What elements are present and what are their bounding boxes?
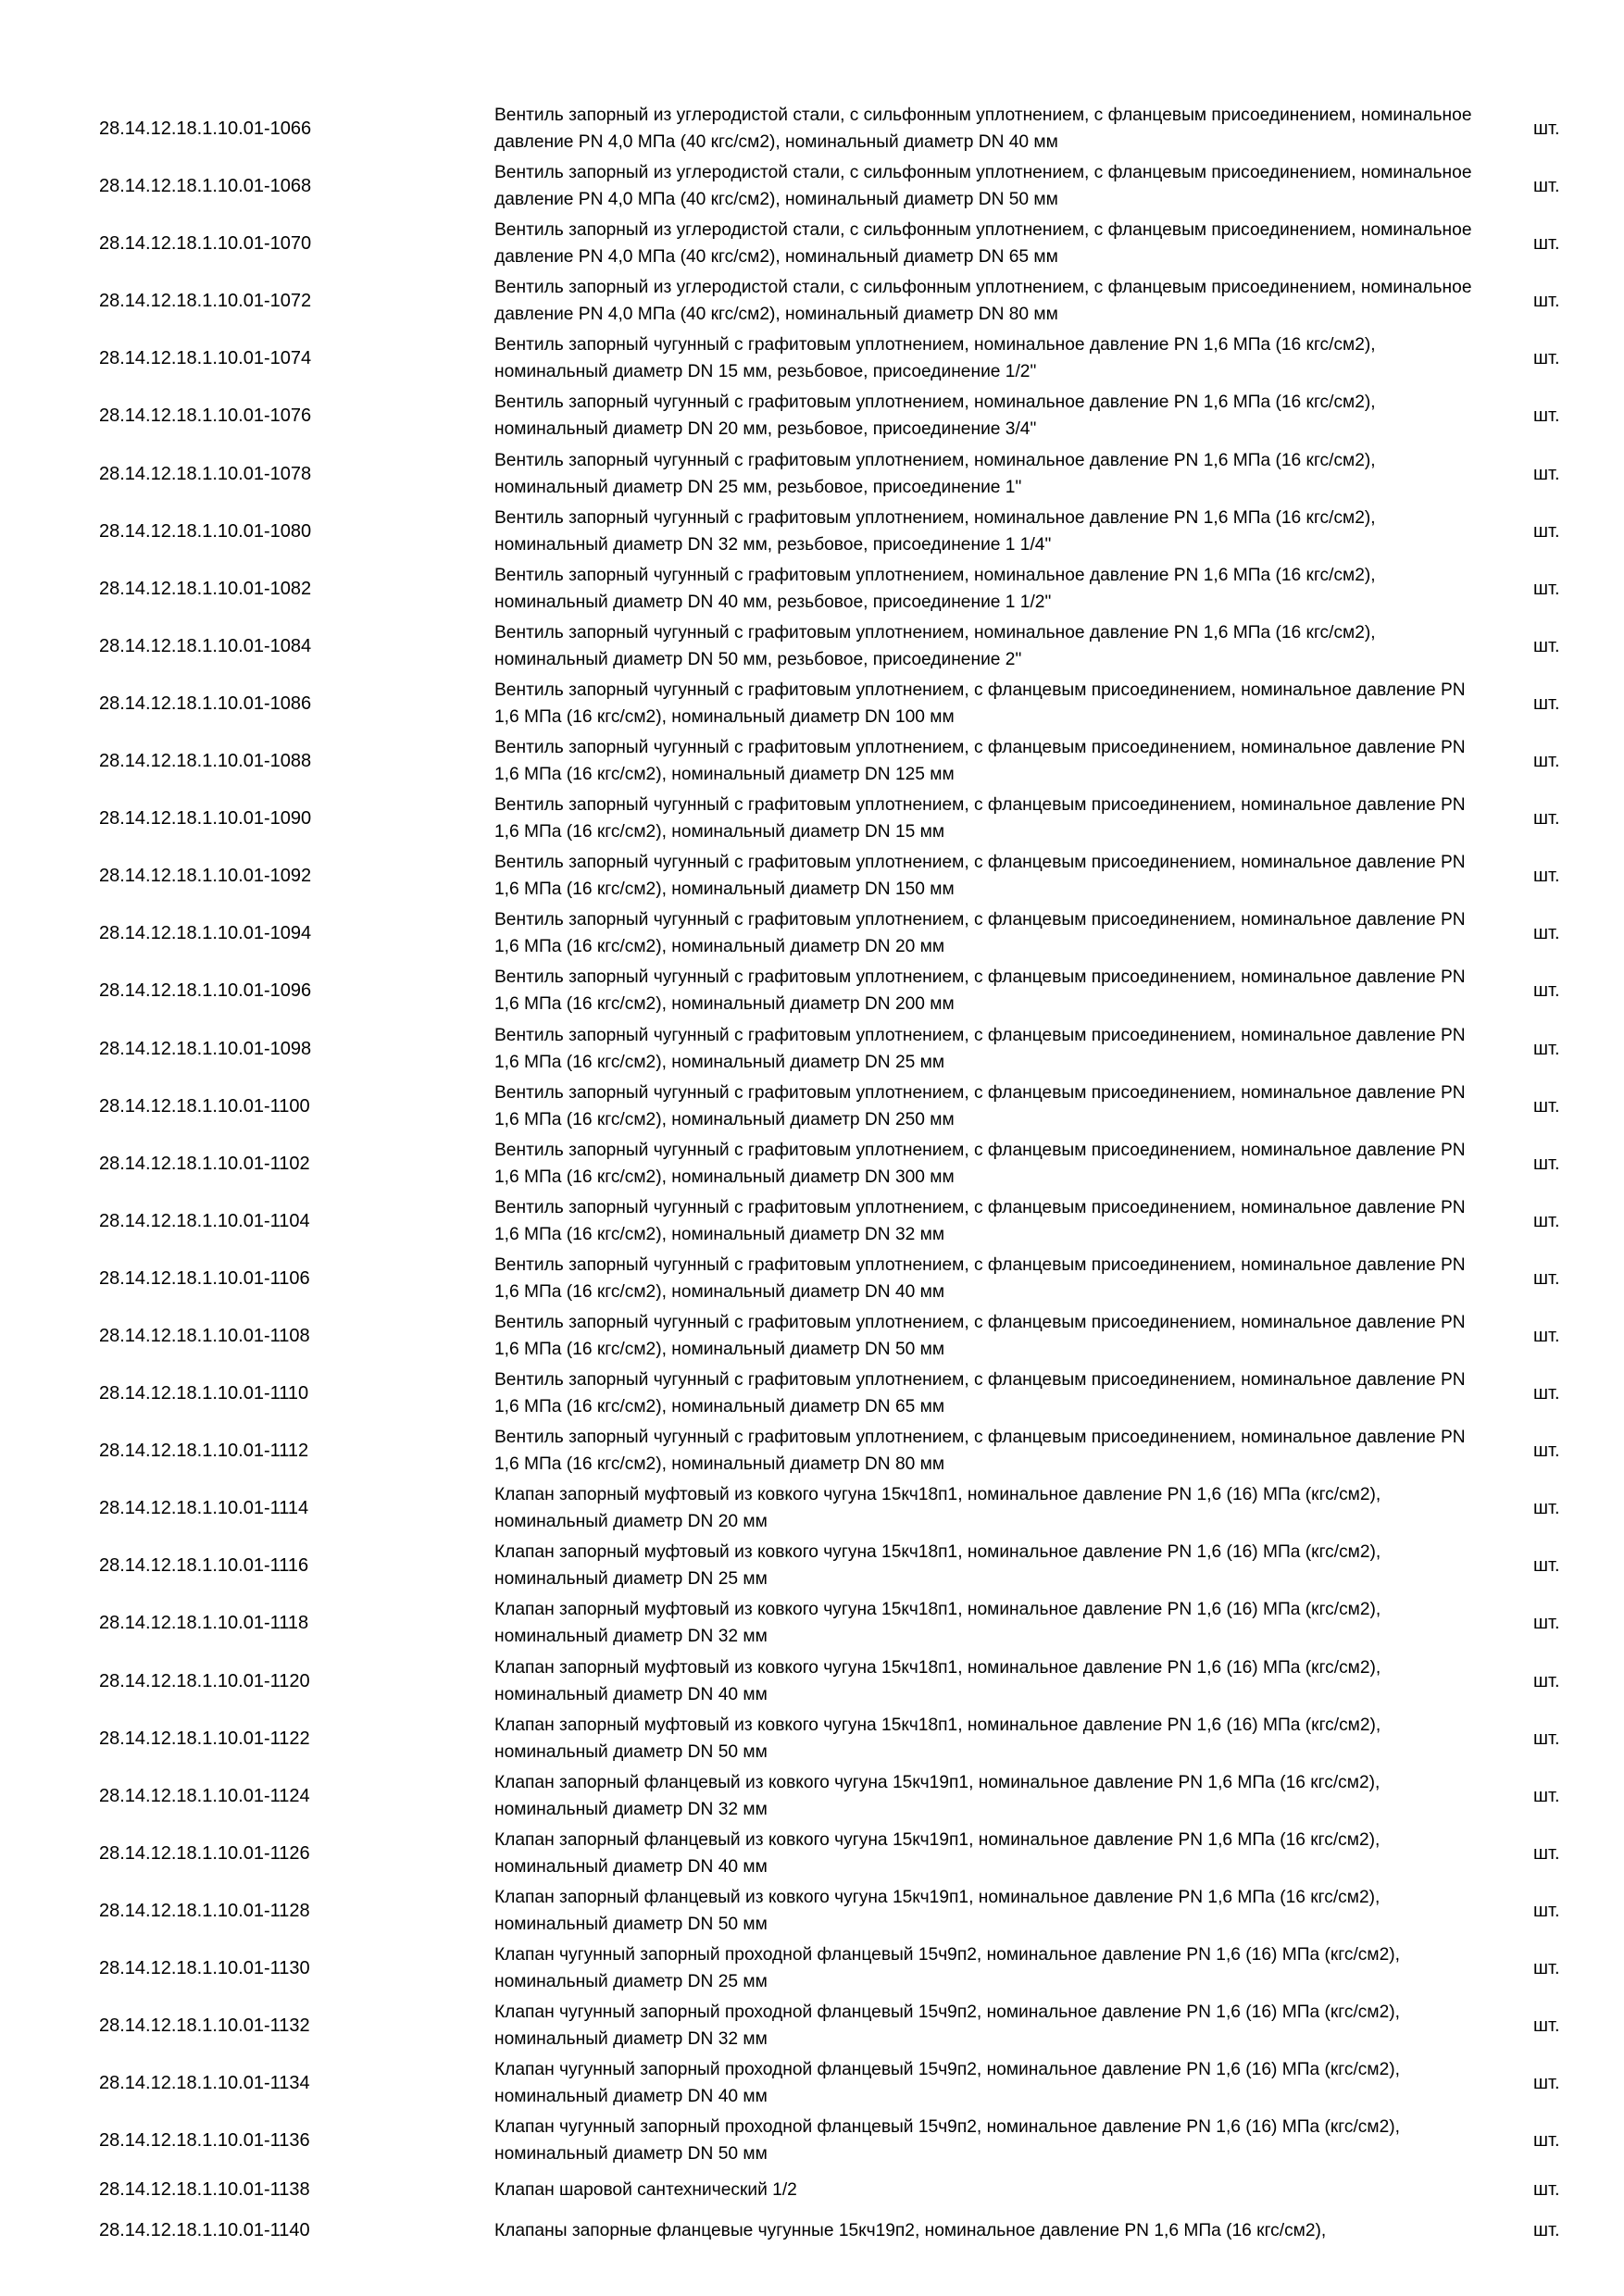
resource-description — [494, 1422, 1476, 1479]
resource-description-text: Вентиль запорный чугунный с графитовым уплотнением, с фланцевым присоединением, номинальное давление PN 1,6 МПа (16 кгс/см2), номинальный диаметр DN 25 мм — [494, 1025, 1466, 1072]
resource-code: 28.14.12.18.1.10.01-1124 — [99, 1785, 310, 1806]
resource-code: 28.14.12.18.1.10.01-1100 — [99, 1095, 310, 1117]
resource-unit: шт. — [1533, 1728, 1560, 1749]
resource-code: 28.14.12.18.1.10.01-1112 — [99, 1441, 309, 1462]
resource-unit: шт. — [1533, 2220, 1560, 2241]
resource-unit: шт. — [1533, 1383, 1560, 1404]
resource-unit: шт. — [1533, 1210, 1560, 1231]
resource-description — [494, 1537, 1476, 1594]
resource-code: 28.14.12.18.1.10.01-1108 — [99, 1325, 310, 1346]
table-row — [0, 1537, 1624, 1594]
resource-code: 28.14.12.18.1.10.01-1078 — [99, 463, 312, 484]
resource-description-text: Вентиль запорный из углеродистой стали, с сильфонным уплотнением, с фланцевым присоединением, номинальное давление PN 4,0 МПа (40 кгс/см2), номинальный диаметр DN 50 мм — [494, 163, 1472, 210]
table-row — [0, 1594, 1624, 1652]
resource-description-text: Вентиль запорный из углеродистой стали, с сильфонным уплотнением, с фланцевым присоединением, номинальное давление PN 4,0 МПа (40 кгс/см2), номинальный диаметр DN 65 мм — [494, 220, 1472, 268]
resource-code: 28.14.12.18.1.10.01-1130 — [99, 1958, 310, 1978]
resource-unit: шт. — [1533, 1325, 1560, 1346]
resource-code: 28.14.12.18.1.10.01-1132 — [99, 2015, 310, 2037]
table-row — [0, 1479, 1624, 1537]
resource-unit: шт. — [1533, 119, 1560, 139]
table-row — [0, 1020, 1624, 1078]
resource-description-text: Вентиль запорный чугунный с графитовым уплотнением, с фланцевым присоединением, номинальное давление PN 1,6 МПа (16 кгс/см2), номинальный диаметр DN 300 мм — [494, 1140, 1466, 1187]
resource-description — [494, 1020, 1476, 1078]
resource-code: 28.14.12.18.1.10.01-1128 — [99, 1900, 310, 1921]
table-row — [0, 1882, 1624, 1940]
resource-description-text: Вентиль запорный чугунный с графитовым уплотнением, с фланцевым присоединением, номинальное давление PN 1,6 МПа (16 кгс/см2), номинальный диаметр DN 50 мм — [494, 1312, 1466, 1359]
resource-description-text: Клапан чугунный запорный проходной фланцевый 15ч9п2, номинальное давление PN 1,6 (16) МПа (кгс/см2), номинальный диаметр DN 25 мм — [494, 1945, 1400, 1991]
resource-description — [494, 618, 1476, 675]
table-row — [0, 1365, 1624, 1422]
resource-unit: шт. — [1533, 1555, 1560, 1577]
resource-description-text: Вентиль запорный чугунный с графитовым уплотнением, номинальное давление PN 1,6 МПа (16 кгс/см2), номинальный диаметр DN 40 мм, резьбовое, присоединение 1 1/2" — [494, 565, 1376, 612]
resource-description-text: Вентиль запорный чугунный с графитовым уплотнением, с фланцевым присоединением, номинальное давление PN 1,6 МПа (16 кгс/см2), номинальный диаметр DN 80 мм — [494, 1428, 1466, 1475]
resource-description — [494, 100, 1476, 157]
resource-unit: шт. — [1533, 2179, 1560, 2201]
resource-code: 28.14.12.18.1.10.01-1126 — [99, 1842, 310, 1864]
resource-code: 28.14.12.18.1.10.01-1134 — [99, 2073, 310, 2094]
resource-description-text: Клапан запорный муфтовый из ковкого чугуна 15кч18п1, номинальное давление PN 1,6 (16) МПа (кгс/см2), номинальный диаметр DN 50 мм — [494, 1715, 1381, 1762]
table-row — [0, 100, 1624, 157]
resource-description-text: Клапан запорный фланцевый из ковкого чугуна 15кч19п1, номинальное давление PN 1,6 МПа (16 кгс/см2), номинальный диаметр DN 50 мм — [494, 1887, 1380, 1934]
resource-code: 28.14.12.18.1.10.01-1084 — [99, 635, 312, 656]
resource-description — [494, 1479, 1476, 1537]
resource-table — [0, 100, 1624, 2251]
resource-code: 28.14.12.18.1.10.01-1138 — [99, 2179, 310, 2201]
resource-description-text: Вентиль запорный чугунный с графитовым уплотнением, с фланцевым присоединением, номинальное давление PN 1,6 МПа (16 кгс/см2), номинальный диаметр DN 125 мм — [494, 738, 1466, 785]
resource-unit: шт. — [1533, 578, 1560, 599]
resource-description-text: Клапан запорный муфтовый из ковкого чугуна 15кч18п1, номинальное давление PN 1,6 (16) МПа (кгс/см2), номинальный диаметр DN 32 мм — [494, 1600, 1381, 1647]
resource-unit: шт. — [1533, 1498, 1560, 1519]
resource-description — [494, 790, 1476, 847]
resource-description-text: Вентиль запорный чугунный с графитовым уплотнением, номинальное давление PN 1,6 МПа (16 кгс/см2), номинальный диаметр DN 15 мм, резьбовое, присоединение 1/2" — [494, 335, 1376, 382]
resource-description-text: Клапан запорный муфтовый из ковкого чугуна 15кч18п1, номинальное давление PN 1,6 (16) МПа (кгс/см2), номинальный диаметр DN 20 мм — [494, 1485, 1381, 1532]
resource-unit: шт. — [1533, 1441, 1560, 1462]
resource-unit: шт. — [1533, 291, 1560, 312]
resource-description — [494, 905, 1476, 962]
resource-description-text: Клапан запорный муфтовый из ковкого чугуна 15кч18п1, номинальное давление PN 1,6 (16) МПа (кгс/см2), номинальный диаметр DN 25 мм — [494, 1542, 1381, 1590]
resource-code: 28.14.12.18.1.10.01-1082 — [99, 578, 312, 599]
resource-unit: шт. — [1533, 751, 1560, 772]
resource-unit: шт. — [1533, 1670, 1560, 1691]
resource-code: 28.14.12.18.1.10.01-1092 — [99, 866, 312, 887]
resource-unit: шт. — [1533, 520, 1560, 542]
resource-description-text: Клапан шаровой сантехнический 1/2 — [494, 2179, 797, 2200]
resource-unit: шт. — [1533, 1842, 1560, 1864]
table-row — [0, 847, 1624, 905]
resource-description-text: Клапан запорный фланцевый из ковкого чугуна 15кч19п1, номинальное давление PN 1,6 МПа (16 кгс/см2), номинальный диаметр DN 32 мм — [494, 1772, 1380, 1819]
resource-description — [494, 1135, 1476, 1192]
table-row — [0, 1078, 1624, 1135]
resource-unit: шт. — [1533, 406, 1560, 427]
table-row — [0, 1997, 1624, 2054]
resource-description-text: Вентиль запорный чугунный с графитовым уплотнением, с фланцевым присоединением, номинальное давление PN 1,6 МПа (16 кгс/см2), номинальный диаметр DN 150 мм — [494, 853, 1466, 900]
resource-description — [494, 560, 1476, 618]
resource-unit: шт. — [1533, 1900, 1560, 1921]
resource-description-text: Вентиль запорный чугунный с графитовым уплотнением, с фланцевым присоединением, номинальное давление PN 1,6 МПа (16 кгс/см2), номинальный диаметр DN 32 мм — [494, 1197, 1466, 1244]
resource-description-text: Вентиль запорный чугунный с графитовым уплотнением, номинальное давление PN 1,6 МПа (16 кгс/см2), номинальный диаметр DN 32 мм, резьбовое, присоединение 1 1/4" — [494, 507, 1376, 555]
resource-code: 28.14.12.18.1.10.01-1114 — [99, 1498, 309, 1519]
resource-description — [494, 157, 1476, 215]
resource-unit: шт. — [1533, 2015, 1560, 2037]
resource-code: 28.14.12.18.1.10.01-1104 — [99, 1210, 310, 1231]
resource-description-text: Клапан запорный фланцевый из ковкого чугуна 15кч19п1, номинальное давление PN 1,6 МПа (16 кгс/см2), номинальный диаметр DN 40 мм — [494, 1829, 1380, 1877]
resource-code: 28.14.12.18.1.10.01-1122 — [99, 1728, 310, 1749]
resource-unit: шт. — [1533, 233, 1560, 255]
resource-description — [494, 2169, 1476, 2210]
resource-code: 28.14.12.18.1.10.01-1086 — [99, 693, 312, 714]
resource-description-text: Вентиль запорный чугунный с графитовым уплотнением, номинальное давление PN 1,6 МПа (16 кгс/см2), номинальный диаметр DN 25 мм, резьбовое, присоединение 1" — [494, 450, 1376, 497]
table-row — [0, 1825, 1624, 1882]
resource-code: 28.14.12.18.1.10.01-1076 — [99, 406, 312, 427]
table-row — [0, 560, 1624, 618]
resource-description — [494, 1997, 1476, 2054]
table-row — [0, 1422, 1624, 1479]
resource-description — [494, 1710, 1476, 1767]
resource-code: 28.14.12.18.1.10.01-1090 — [99, 808, 312, 830]
table-row — [0, 445, 1624, 503]
resource-description — [494, 1940, 1476, 1997]
resource-unit: шт. — [1533, 463, 1560, 484]
resource-description — [494, 387, 1476, 444]
resource-description — [494, 272, 1476, 330]
resource-code: 28.14.12.18.1.10.01-1096 — [99, 980, 312, 1002]
resource-description — [494, 503, 1476, 560]
resource-description — [494, 1594, 1476, 1652]
resource-unit: шт. — [1533, 1958, 1560, 1978]
resource-description — [494, 330, 1476, 387]
table-row — [0, 387, 1624, 444]
table-row — [0, 1940, 1624, 1997]
table-row — [0, 2112, 1624, 2169]
table-row — [0, 1135, 1624, 1192]
resource-description-text: Вентиль запорный чугунный с графитовым уплотнением, с фланцевым присоединением, номинальное давление PN 1,6 МПа (16 кгс/см2), номинальный диаметр DN 15 мм — [494, 795, 1466, 842]
resource-unit: шт. — [1533, 1267, 1560, 1289]
resource-description-text: Клапан запорный муфтовый из ковкого чугуна 15кч18п1, номинальное давление PN 1,6 (16) МПа (кгс/см2), номинальный диаметр DN 40 мм — [494, 1657, 1381, 1704]
resource-unit: шт. — [1533, 980, 1560, 1002]
resource-code: 28.14.12.18.1.10.01-1106 — [99, 1267, 310, 1289]
table-row — [0, 157, 1624, 215]
table-row — [0, 732, 1624, 790]
table-row — [0, 618, 1624, 675]
resource-description — [494, 215, 1476, 272]
resource-description-text: Клапан чугунный запорный проходной фланцевый 15ч9п2, номинальное давление PN 1,6 (16) МПа (кгс/см2), номинальный диаметр DN 50 мм — [494, 2117, 1400, 2165]
resource-code: 28.14.12.18.1.10.01-1098 — [99, 1038, 312, 1059]
resource-code: 28.14.12.18.1.10.01-1070 — [99, 233, 312, 255]
resource-description — [494, 2054, 1476, 2112]
resource-description-text: Вентиль запорный чугунный с графитовым уплотнением, с фланцевым присоединением, номинальное давление PN 1,6 МПа (16 кгс/см2), номинальный диаметр DN 65 мм — [494, 1370, 1466, 1417]
resource-code: 28.14.12.18.1.10.01-1140 — [99, 2220, 310, 2241]
resource-unit: шт. — [1533, 1613, 1560, 1634]
table-row — [0, 2210, 1624, 2251]
resource-unit: шт. — [1533, 176, 1560, 197]
resource-code: 28.14.12.18.1.10.01-1074 — [99, 348, 312, 369]
resource-code: 28.14.12.18.1.10.01-1118 — [99, 1613, 309, 1634]
resource-unit: шт. — [1533, 1153, 1560, 1174]
table-row — [0, 1307, 1624, 1365]
resource-description — [494, 1653, 1476, 1710]
resource-description — [494, 847, 1476, 905]
resource-unit: шт. — [1533, 635, 1560, 656]
resource-description-text: Вентиль запорный чугунный с графитовым уплотнением, с фланцевым присоединением, номинальное давление PN 1,6 МПа (16 кгс/см2), номинальный диаметр DN 250 мм — [494, 1082, 1466, 1129]
resource-description — [494, 1365, 1476, 1422]
table-row — [0, 1250, 1624, 1307]
resource-description — [494, 1882, 1476, 1940]
table-row — [0, 2054, 1624, 2112]
table-row — [0, 503, 1624, 560]
resource-description — [494, 732, 1476, 790]
table-row — [0, 905, 1624, 962]
resource-unit: шт. — [1533, 923, 1560, 944]
resource-code: 28.14.12.18.1.10.01-1120 — [99, 1670, 310, 1691]
resource-unit: шт. — [1533, 2073, 1560, 2094]
resource-unit: шт. — [1533, 808, 1560, 830]
resource-code: 28.14.12.18.1.10.01-1110 — [99, 1383, 309, 1404]
resource-description-text: Вентиль запорный чугунный с графитовым уплотнением, с фланцевым присоединением, номинальное давление PN 1,6 МПа (16 кгс/см2), номинальный диаметр DN 20 мм — [494, 910, 1466, 957]
resource-description-text: Вентиль запорный чугунный с графитовым уплотнением, с фланцевым присоединением, номинальное давление PN 1,6 МПа (16 кгс/см2), номинальный диаметр DN 100 мм — [494, 680, 1466, 727]
table-row — [0, 790, 1624, 847]
table-row — [0, 962, 1624, 1019]
resource-description-text: Вентиль запорный чугунный с графитовым уплотнением, номинальное давление PN 1,6 МПа (16 кгс/см2), номинальный диаметр DN 50 мм, резьбовое, присоединение 2" — [494, 622, 1376, 669]
resource-unit: шт. — [1533, 1785, 1560, 1806]
table-row — [0, 272, 1624, 330]
resource-description — [494, 1192, 1476, 1250]
resource-code: 28.14.12.18.1.10.01-1102 — [99, 1153, 310, 1174]
table-row — [0, 1653, 1624, 1710]
resource-description — [494, 445, 1476, 503]
resource-description — [494, 2210, 1476, 2251]
resource-description — [494, 1250, 1476, 1307]
resource-description-text: Клапан чугунный запорный проходной фланцевый 15ч9п2, номинальное давление PN 1,6 (16) МПа (кгс/см2), номинальный диаметр DN 40 мм — [494, 2060, 1400, 2107]
resource-description — [494, 1825, 1476, 1882]
table-row — [0, 215, 1624, 272]
resource-code: 28.14.12.18.1.10.01-1136 — [99, 2130, 310, 2152]
table-row — [0, 330, 1624, 387]
table-row — [0, 1767, 1624, 1825]
resource-description-text: Вентиль запорный из углеродистой стали, с сильфонным уплотнением, с фланцевым присоединением, номинальное давление PN 4,0 МПа (40 кгс/см2), номинальный диаметр DN 40 мм — [494, 106, 1472, 152]
table-row — [0, 1710, 1624, 1767]
resource-description — [494, 962, 1476, 1019]
resource-description — [494, 1767, 1476, 1825]
resource-code: 28.14.12.18.1.10.01-1072 — [99, 291, 312, 312]
table-row — [0, 2169, 1624, 2210]
resource-unit: шт. — [1533, 1038, 1560, 1059]
resource-description-text: Вентиль запорный чугунный с графитовым уплотнением, номинальное давление PN 1,6 МПа (16 кгс/см2), номинальный диаметр DN 20 мм, резьбовое, присоединение 3/4" — [494, 393, 1376, 440]
resource-code: 28.14.12.18.1.10.01-1094 — [99, 923, 312, 944]
resource-unit: шт. — [1533, 1095, 1560, 1117]
resource-description — [494, 1078, 1476, 1135]
resource-description-text: Клапаны запорные фланцевые чугунные 15кч19п2, номинальное давление PN 1,6 МПа (16 кгс/см2), — [494, 2220, 1327, 2240]
resource-description — [494, 1307, 1476, 1365]
resource-code: 28.14.12.18.1.10.01-1080 — [99, 520, 312, 542]
resource-description-text: Клапан чугунный запорный проходной фланцевый 15ч9п2, номинальное давление PN 1,6 (16) МПа (кгс/см2), номинальный диаметр DN 32 мм — [494, 2003, 1400, 2050]
resource-description-text: Вентиль запорный чугунный с графитовым уплотнением, с фланцевым присоединением, номинальное давление PN 1,6 МПа (16 кгс/см2), номинальный диаметр DN 40 мм — [494, 1254, 1466, 1302]
resource-unit: шт. — [1533, 348, 1560, 369]
resource-description-text: Вентиль запорный из углеродистой стали, с сильфонным уплотнением, с фланцевым присоединением, номинальное давление PN 4,0 МПа (40 кгс/см2), номинальный диаметр DN 80 мм — [494, 278, 1472, 325]
resource-description — [494, 2112, 1476, 2169]
resource-unit: шт. — [1533, 2130, 1560, 2152]
resource-description — [494, 675, 1476, 732]
resource-code: 28.14.12.18.1.10.01-1088 — [99, 751, 312, 772]
table-row — [0, 675, 1624, 732]
resource-description-text: Вентиль запорный чугунный с графитовым уплотнением, с фланцевым присоединением, номинальное давление PN 1,6 МПа (16 кгс/см2), номинальный диаметр DN 200 мм — [494, 967, 1466, 1015]
resource-code: 28.14.12.18.1.10.01-1068 — [99, 176, 312, 197]
resource-unit: шт. — [1533, 693, 1560, 714]
table-row — [0, 1192, 1624, 1250]
resource-code: 28.14.12.18.1.10.01-1066 — [99, 119, 312, 139]
resource-code: 28.14.12.18.1.10.01-1116 — [99, 1555, 309, 1577]
resource-unit: шт. — [1533, 866, 1560, 887]
